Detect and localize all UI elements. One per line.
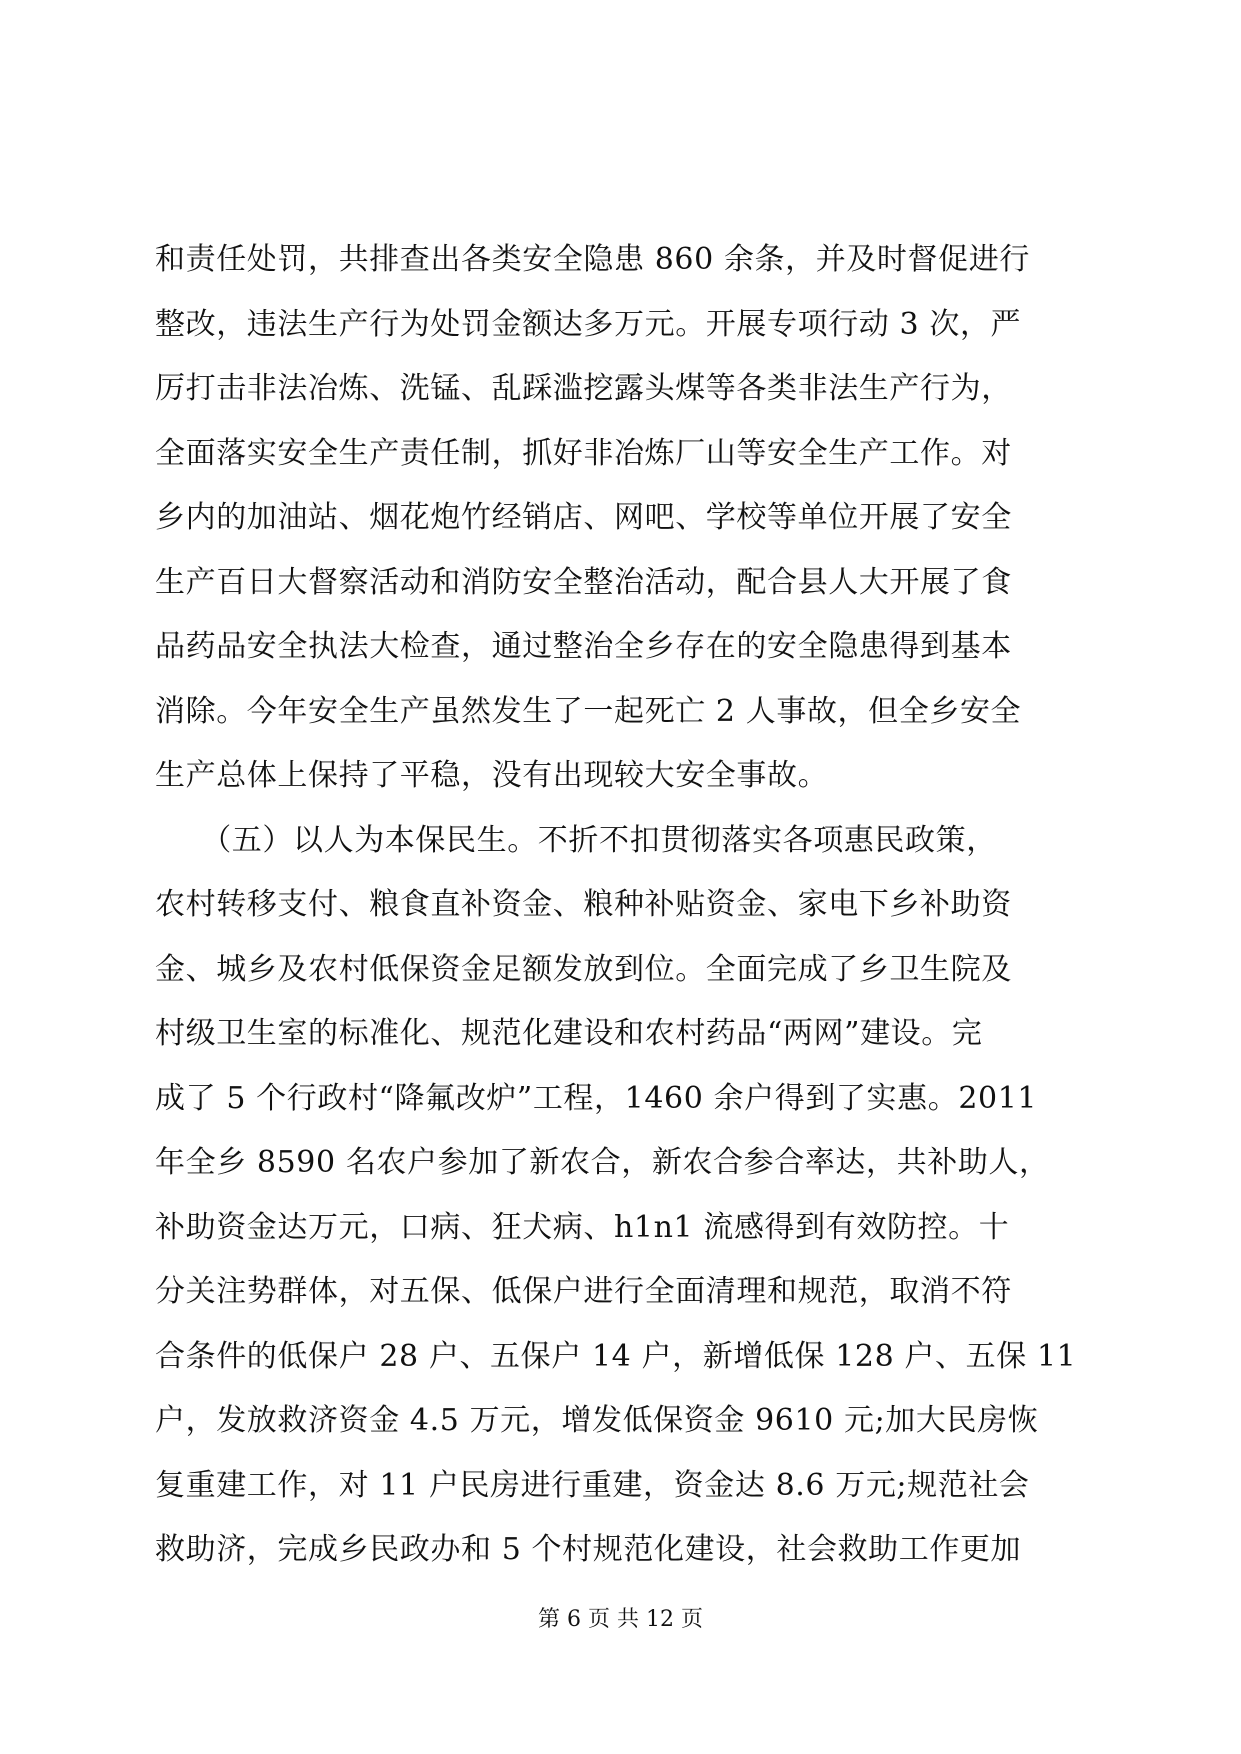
text-line: 生产百日大督察活动和消防安全整治活动，配合县人大开展了食 <box>155 564 1012 600</box>
text-line: 农村转移支付、粮食直补资金、粮种补贴资金、家电下乡补助资 <box>155 887 1012 922</box>
text-line: 整改，违法生产行为处罚金额达多万元。开展专项行动 3 次，严 <box>155 306 1022 342</box>
text-line: 分关注势群体，对五保、低保户进行全面清理和规范，取消不符 <box>155 1274 1012 1309</box>
text-line: 成了 5 个行政村“降氟改炉”工程，1460 余户得到了实惠。2011 <box>155 1080 1038 1116</box>
text-line: 品药品安全执法大检查，通过整治全乡存在的安全隐患得到基本 <box>155 629 1012 664</box>
text-line: （五）以人为本保民生。不折不扣贯彻落实各项惠民政策， <box>155 822 997 858</box>
page-number: 第 6 页 共 12 页 <box>538 1607 703 1632</box>
page-footer <box>0 1605 1241 1635</box>
text-line: 合条件的低保户 28 户、五保户 14 户，新增低保 128 户、五保 11 <box>155 1338 1077 1374</box>
text-line: 复重建工作，对 11 户民房进行重建，资金达 8.6 万元;规范社会 <box>155 1467 1030 1503</box>
text-line: 生产总体上保持了平稳，没有出现较大安全事故。 <box>155 758 829 793</box>
text-line: 全面落实安全生产责任制，抓好非冶炼厂山等安全生产工作。对 <box>155 435 1012 471</box>
text-line: 年全乡 8590 名农户参加了新农合，新农合参合率达，共补助人， <box>155 1145 1050 1180</box>
text-line: 补助资金达万元，口病、狂犬病、h1n1 流感得到有效防控。十 <box>155 1209 1010 1245</box>
text-line: 救助济，完成乡民政办和 5 个村规范化建设，社会救助工作更加 <box>155 1532 1022 1567</box>
text-line: 消除。今年安全生产虽然发生了一起死亡 2 人事故，但全乡安全 <box>155 693 1022 729</box>
text-line: 村级卫生室的标准化、规范化建设和农村药品“两网”建设。完 <box>155 1016 983 1051</box>
text-line: 户，发放救济资金 4.5 万元，增发低保资金 9610 元;加大民房恢 <box>155 1403 1039 1438</box>
body-text <box>155 228 1087 1583</box>
text-line: 乡内的加油站、烟花炮竹经销店、网吧、学校等单位开展了安全 <box>155 500 1012 535</box>
text-line: 金、城乡及农村低保资金足额发放到位。全面完成了乡卫生院及 <box>155 951 1012 987</box>
text-line: 和责任处罚，共排查出各类安全隐患 860 余条，并及时督促进行 <box>155 242 1030 277</box>
text-line: 厉打击非法冶炼、洗锰、乱踩滥挖露头煤等各类非法生产行为， <box>155 371 1012 406</box>
